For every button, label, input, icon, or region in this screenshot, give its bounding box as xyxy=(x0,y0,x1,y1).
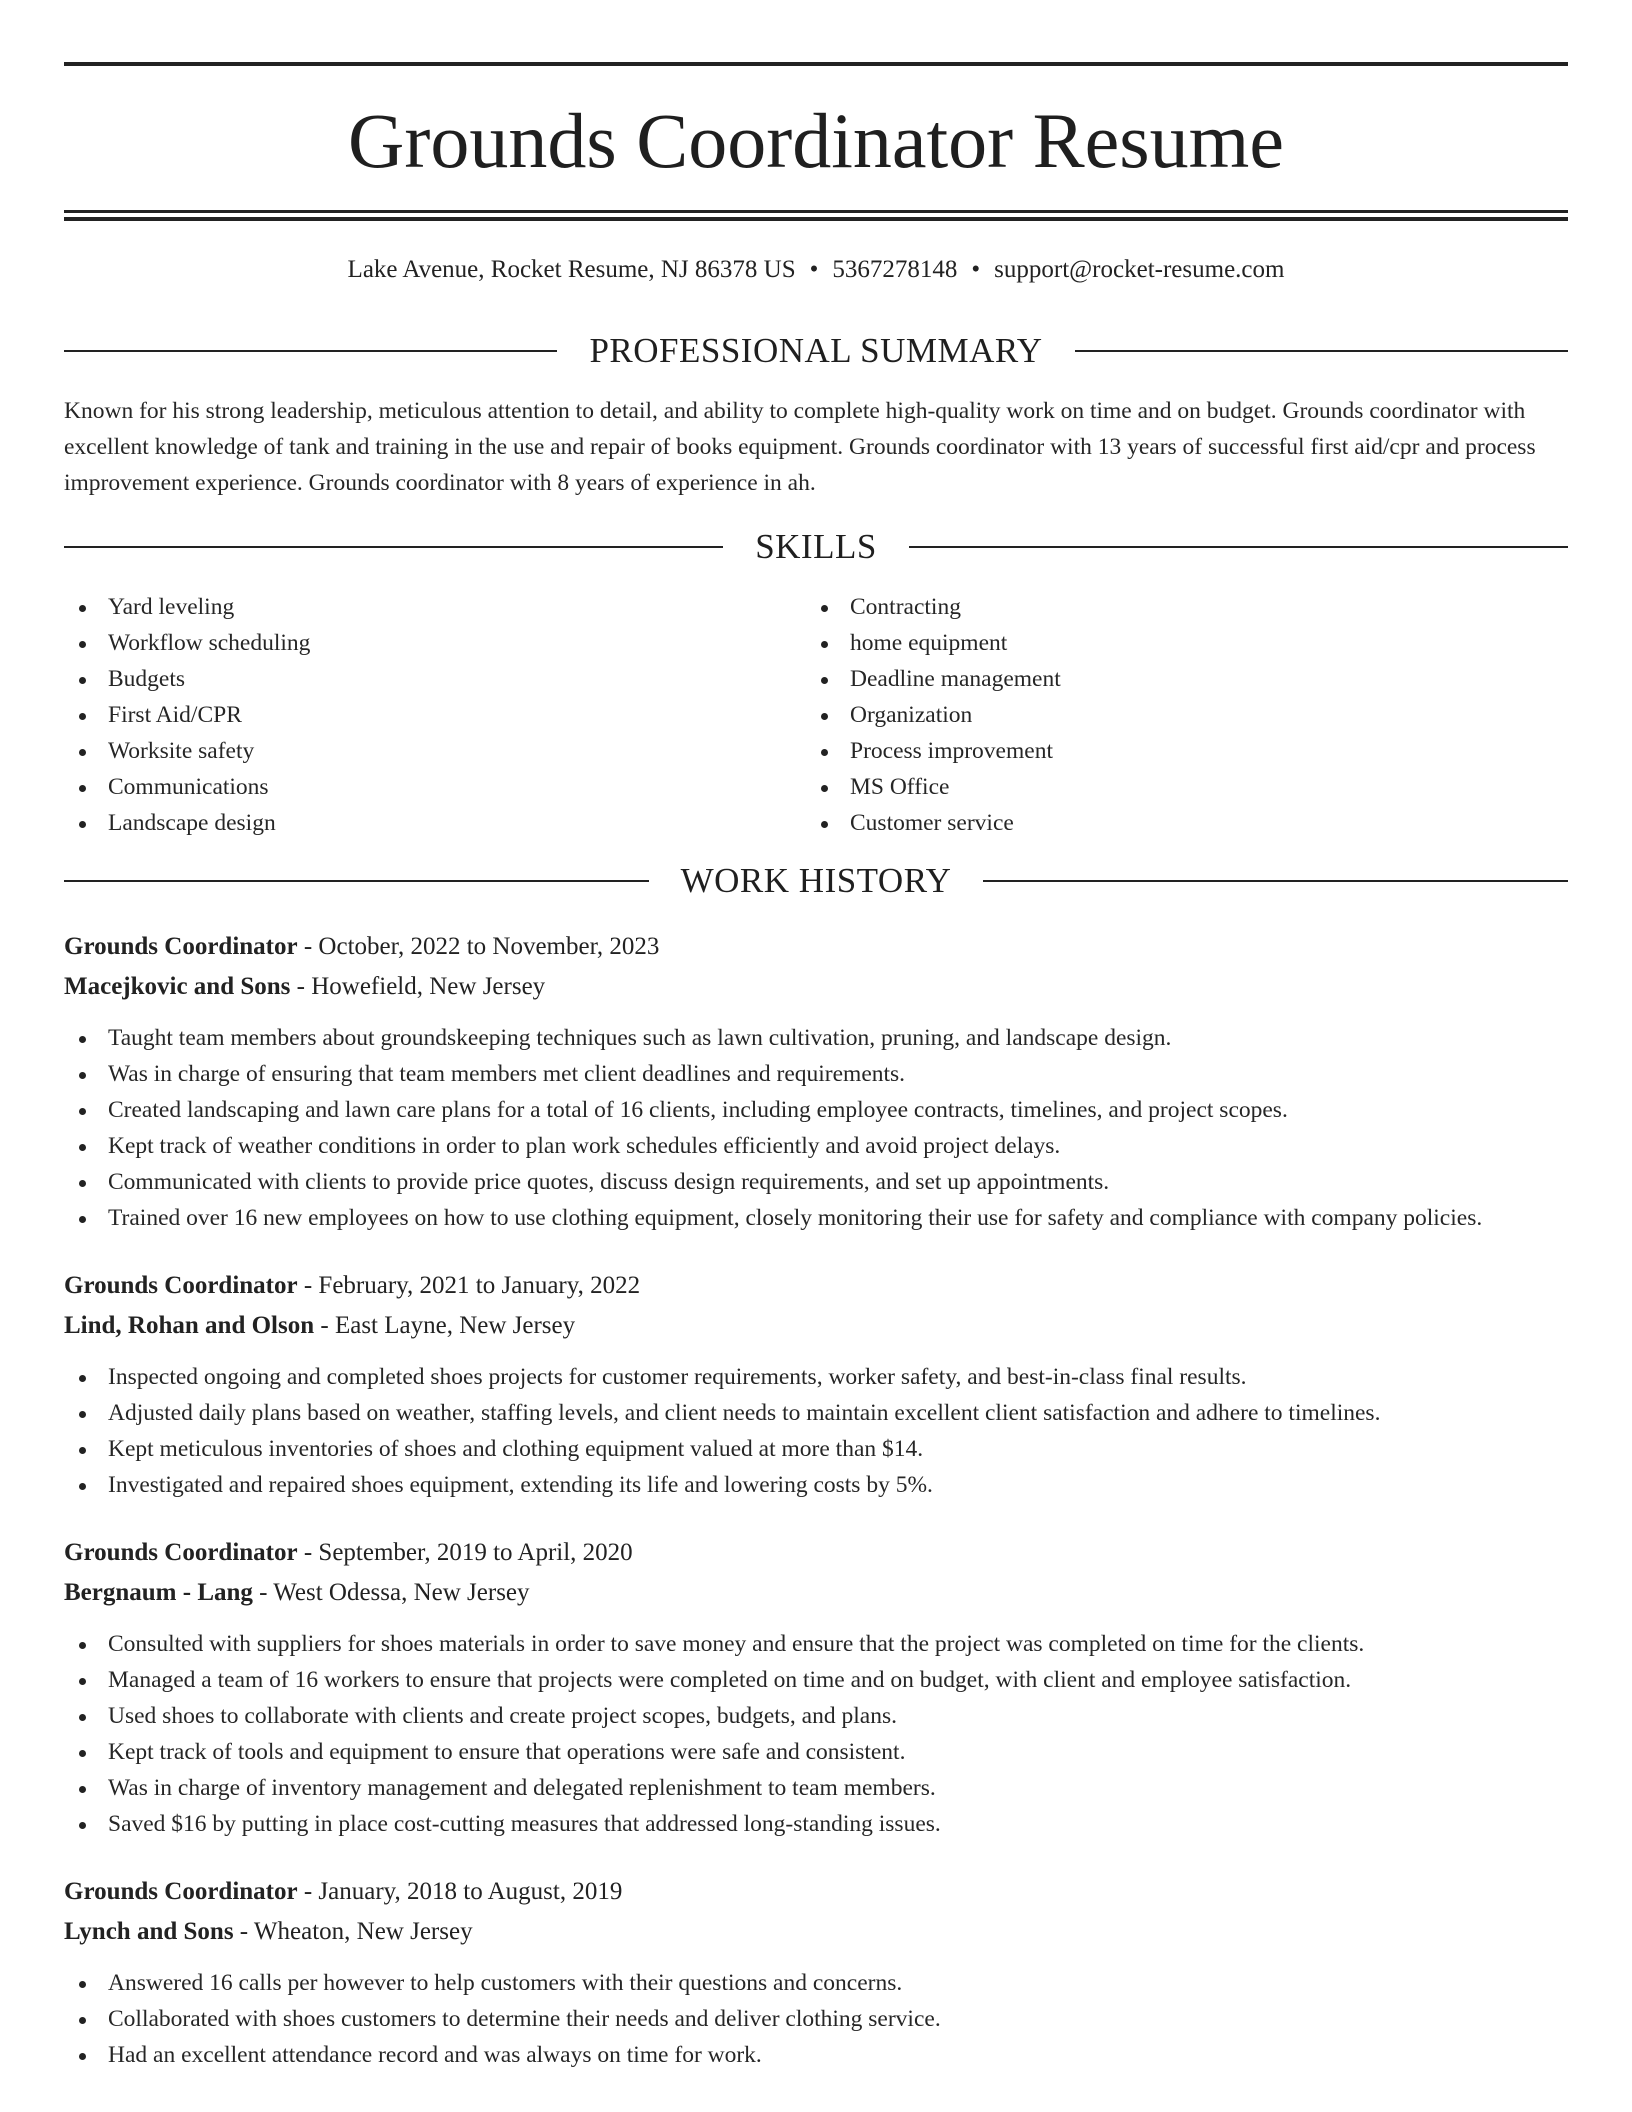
job-duty-item: Investigated and repaired shoes equipment, extending its life and lowering costs by 5%. xyxy=(64,1467,1568,1503)
job-duties-list xyxy=(64,1020,1568,1236)
job-title-line xyxy=(64,927,1568,967)
job-title: Grounds Coordinator xyxy=(64,1272,298,1299)
contact-address: Lake Avenue, Rocket Resume, NJ 86378 US xyxy=(347,256,796,283)
resume-page xyxy=(64,62,1568,2073)
title-double-rule xyxy=(64,210,1568,221)
work-heading: WORK HISTORY xyxy=(680,861,952,900)
section-rule xyxy=(909,546,1568,548)
job-entry xyxy=(64,927,1568,1236)
job-dates: - January, 2018 to August, 2019 xyxy=(297,1878,623,1905)
job-entry xyxy=(64,1872,1568,2073)
skill-item: Landscape design xyxy=(64,805,806,841)
job-duty-item: Answered 16 calls per however to help customers with their questions and concerns. xyxy=(64,1965,1568,2001)
summary-heading: PROFESSIONAL SUMMARY xyxy=(589,331,1043,370)
job-company-line xyxy=(64,1306,1568,1346)
skill-item: First Aid/CPR xyxy=(64,697,806,733)
job-duty-item: Kept track of weather conditions in order to plan work schedules efficiently and avoid project delays. xyxy=(64,1128,1568,1164)
job-duty-item: Taught team members about groundskeeping techniques such as lawn cultivation, pruning, and landscape design. xyxy=(64,1020,1568,1056)
skill-item: Customer service xyxy=(806,805,1548,841)
work-history-list xyxy=(64,927,1568,2073)
job-duty-item: Consulted with suppliers for shoes materials in order to save money and ensure that the project was completed on time for the clients. xyxy=(64,1626,1568,1662)
job-duty-item: Communicated with clients to provide price quotes, discuss design requirements, and set up appointments. xyxy=(64,1164,1568,1200)
top-rule xyxy=(64,62,1568,66)
skill-item: home equipment xyxy=(806,625,1548,661)
skill-item: Organization xyxy=(806,697,1548,733)
job-title: Grounds Coordinator xyxy=(64,1539,298,1566)
section-rule xyxy=(64,880,649,882)
job-entry xyxy=(64,1266,1568,1503)
job-title: Grounds Coordinator xyxy=(64,933,298,960)
job-duty-item: Was in charge of ensuring that team members met client deadlines and requirements. xyxy=(64,1056,1568,1092)
job-location: - East Layne, New Jersey xyxy=(314,1312,576,1339)
job-company: Bergnaum - Lang xyxy=(64,1579,253,1606)
job-duty-item: Collaborated with shoes customers to determine their needs and deliver clothing service. xyxy=(64,2001,1568,2037)
job-duties-list xyxy=(64,1626,1568,1842)
job-entry xyxy=(64,1533,1568,1842)
contact-separator: • xyxy=(809,256,819,283)
skills-column-left xyxy=(64,589,806,841)
skills-column-right xyxy=(806,589,1548,841)
skill-item: Worksite safety xyxy=(64,733,806,769)
job-duty-item: Trained over 16 new employees on how to use clothing equipment, closely monitoring their use for safety and compliance with company policies. xyxy=(64,1200,1568,1236)
skill-item: Communications xyxy=(64,769,806,805)
contact-email: support@rocket-resume.com xyxy=(994,256,1285,283)
contact-phone: 5367278148 xyxy=(832,256,958,283)
job-duty-item: Managed a team of 16 workers to ensure that projects were completed on time and on budget, with client and employee satisfaction. xyxy=(64,1662,1568,1698)
job-duty-item: Saved $16 by putting in place cost-cutting measures that addressed long-standing issues. xyxy=(64,1806,1568,1842)
job-company-line xyxy=(64,967,1568,1007)
job-company: Macejkovic and Sons xyxy=(64,973,291,1000)
skill-item: Workflow scheduling xyxy=(64,625,806,661)
work-section-header xyxy=(64,861,1568,901)
job-company-line xyxy=(64,1912,1568,1952)
contact-line xyxy=(64,255,1568,285)
section-rule xyxy=(1075,350,1568,352)
skill-item: Deadline management xyxy=(806,661,1548,697)
skill-item: Process improvement xyxy=(806,733,1548,769)
job-duty-item: Used shoes to collaborate with clients and create project scopes, budgets, and plans. xyxy=(64,1698,1568,1734)
section-rule xyxy=(983,880,1568,882)
job-dates: - February, 2021 to January, 2022 xyxy=(297,1272,641,1299)
job-title-line xyxy=(64,1872,1568,1912)
skills-heading: SKILLS xyxy=(755,527,877,566)
skills-section-header xyxy=(64,527,1568,567)
summary-text: Known for his strong leadership, meticulous attention to detail, and ability to complete high-quality work on time and on budget. Grounds coordinator with excellent knowledge of tank and training in the use and repair of books equipment. Grounds coordinator with 13 years of successful first aid/cpr and process improvement experience. Grounds coordinator with 8 years of experience in ah. xyxy=(64,398,1536,496)
job-location: - Howefield, New Jersey xyxy=(290,973,546,1000)
job-company: Lynch and Sons xyxy=(64,1918,234,1945)
section-rule xyxy=(64,350,557,352)
job-duties-list xyxy=(64,1359,1568,1503)
contact-separator: • xyxy=(971,256,981,283)
job-location: - Wheaton, New Jersey xyxy=(233,1918,473,1945)
job-title-line xyxy=(64,1266,1568,1306)
section-rule xyxy=(64,546,723,548)
job-dates: - September, 2019 to April, 2020 xyxy=(297,1539,633,1566)
skill-item: Yard leveling xyxy=(64,589,806,625)
job-duty-item: Had an excellent attendance record and was always on time for work. xyxy=(64,2037,1568,2073)
summary-section-header xyxy=(64,331,1568,371)
job-title-line xyxy=(64,1533,1568,1573)
job-title: Grounds Coordinator xyxy=(64,1878,298,1905)
job-duties-list xyxy=(64,1965,1568,2073)
job-duty-item: Inspected ongoing and completed shoes projects for customer requirements, worker safety, and best-in-class final results. xyxy=(64,1359,1568,1395)
job-duty-item: Adjusted daily plans based on weather, staffing levels, and client needs to maintain excellent client satisfaction and adhere to timelines. xyxy=(64,1395,1568,1431)
job-dates: - October, 2022 to November, 2023 xyxy=(297,933,660,960)
skill-item: Budgets xyxy=(64,661,806,697)
skill-item: Contracting xyxy=(806,589,1548,625)
job-company-line xyxy=(64,1573,1568,1613)
skills-list xyxy=(64,589,1568,841)
job-duty-item: Kept meticulous inventories of shoes and clothing equipment valued at more than $14. xyxy=(64,1431,1568,1467)
job-duty-item: Was in charge of inventory management and delegated replenishment to team members. xyxy=(64,1770,1568,1806)
skill-item: MS Office xyxy=(806,769,1548,805)
job-company: Lind, Rohan and Olson xyxy=(64,1312,315,1339)
job-duty-item: Created landscaping and lawn care plans for a total of 16 clients, including employee contracts, timelines, and project scopes. xyxy=(64,1092,1568,1128)
job-location: - West Odessa, New Jersey xyxy=(252,1579,530,1606)
resume-title: Grounds Coordinator Resume xyxy=(348,97,1284,184)
job-duty-item: Kept track of tools and equipment to ensure that operations were safe and consistent. xyxy=(64,1734,1568,1770)
